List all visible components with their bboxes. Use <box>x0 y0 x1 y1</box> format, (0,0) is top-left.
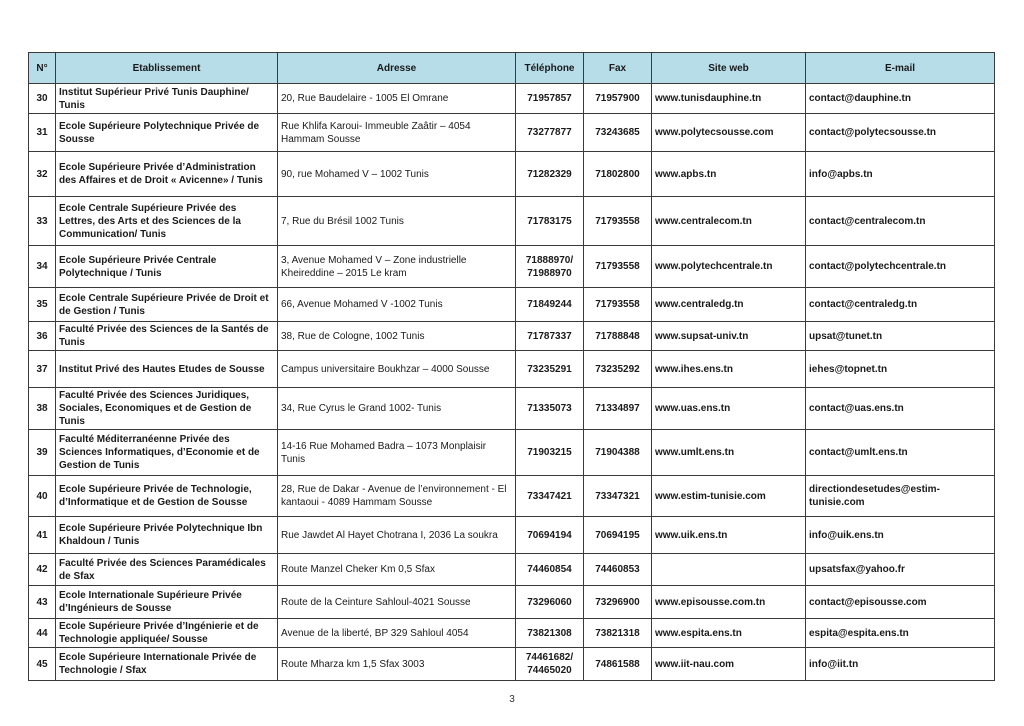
cell-fax: 74460853 <box>584 554 652 586</box>
cell-website[interactable]: www.iit-nau.com <box>652 648 806 681</box>
table-row <box>29 517 995 554</box>
cell-name: Faculté Privée des Sciences de la Santés de Tunis <box>56 322 278 351</box>
header-email: E-mail <box>806 53 995 84</box>
cell-num: 38 <box>29 388 56 430</box>
cell-name: Faculté Privée des Sciences Paramédicales de Sfax <box>56 554 278 586</box>
cell-fax: 73296900 <box>584 586 652 619</box>
cell-num: 30 <box>29 84 56 114</box>
table-row <box>29 586 995 619</box>
cell-phone: 73821308 <box>516 619 584 648</box>
cell-website[interactable]: www.episousse.com.tn <box>652 586 806 619</box>
cell-email[interactable]: directiondesetudes@estim-tunisie.com <box>806 476 995 517</box>
cell-website[interactable]: www.centraledg.tn <box>652 288 806 322</box>
cell-phone: 73277877 <box>516 114 584 152</box>
cell-name: Ecole Internationale Supérieure Privée d’Ingénieurs de Sousse <box>56 586 278 619</box>
cell-phone: 71849244 <box>516 288 584 322</box>
cell-name: Ecole Centrale Supérieure Privée de Droit et de Gestion / Tunis <box>56 288 278 322</box>
cell-email[interactable]: contact@centralecom.tn <box>806 197 995 246</box>
cell-fax: 73235292 <box>584 351 652 388</box>
cell-fax: 71334897 <box>584 388 652 430</box>
cell-email[interactable]: upsatsfax@yahoo.fr <box>806 554 995 586</box>
cell-email[interactable]: espita@espita.ens.tn <box>806 619 995 648</box>
header-fax: Fax <box>584 53 652 84</box>
cell-num: 45 <box>29 648 56 681</box>
cell-address: Rue Khlifa Karoui- Immeuble Zaâtir – 4054 Hammam Sousse <box>278 114 516 152</box>
cell-name: Ecole Supérieure Privée d’Administration des Affaires et de Droit « Avicenne» / Tunis <box>56 152 278 197</box>
cell-email[interactable]: upsat@tunet.tn <box>806 322 995 351</box>
cell-num: 31 <box>29 114 56 152</box>
cell-email[interactable]: iehes@topnet.tn <box>806 351 995 388</box>
header-phone: Téléphone <box>516 53 584 84</box>
cell-website[interactable]: www.umlt.ens.tn <box>652 430 806 476</box>
cell-num: 42 <box>29 554 56 586</box>
cell-num: 44 <box>29 619 56 648</box>
cell-name: Ecole Supérieure Privée d’Ingénierie et de Technologie appliquée/ Sousse <box>56 619 278 648</box>
cell-name: Ecole Supérieure Privée de Technologie, d’Informatique et de Gestion de Sousse <box>56 476 278 517</box>
table-header-row <box>29 53 995 84</box>
table-row <box>29 430 995 476</box>
cell-email[interactable]: contact@dauphine.tn <box>806 84 995 114</box>
cell-website[interactable]: www.supsat-univ.tn <box>652 322 806 351</box>
cell-num: 39 <box>29 430 56 476</box>
cell-website[interactable]: www.uas.ens.tn <box>652 388 806 430</box>
table-row <box>29 322 995 351</box>
cell-address: 66, Avenue Mohamed V -1002 Tunis <box>278 288 516 322</box>
table-row <box>29 351 995 388</box>
page-number: 3 <box>509 694 515 705</box>
cell-address: 28, Rue de Dakar - Avenue de l’environnement - El kantaoui - 4089 Hammam Sousse <box>278 476 516 517</box>
cell-fax: 71788848 <box>584 322 652 351</box>
cell-num: 41 <box>29 517 56 554</box>
cell-phone: 71282329 <box>516 152 584 197</box>
institutions-table <box>28 52 995 681</box>
cell-fax: 74861588 <box>584 648 652 681</box>
table-row <box>29 84 995 114</box>
table-row <box>29 197 995 246</box>
cell-name: Ecole Supérieure Polytechnique Privée de Sousse <box>56 114 278 152</box>
cell-fax: 71793558 <box>584 288 652 322</box>
cell-fax: 71904388 <box>584 430 652 476</box>
cell-num: 37 <box>29 351 56 388</box>
cell-email[interactable]: info@apbs.tn <box>806 152 995 197</box>
cell-email[interactable]: contact@uas.ens.tn <box>806 388 995 430</box>
cell-fax: 73243685 <box>584 114 652 152</box>
cell-name: Faculté Privée des Sciences Juridiques, Sociales, Economiques et de Gestion de Tunis <box>56 388 278 430</box>
cell-num: 33 <box>29 197 56 246</box>
cell-phone: 73296060 <box>516 586 584 619</box>
table-row <box>29 388 995 430</box>
table-row <box>29 114 995 152</box>
cell-phone: 74460854 <box>516 554 584 586</box>
cell-phone: 71335073 <box>516 388 584 430</box>
cell-phone: 71888970/ 71988970 <box>516 246 584 288</box>
cell-address: 90, rue Mohamed V – 1002 Tunis <box>278 152 516 197</box>
cell-email[interactable]: contact@polytechcentrale.tn <box>806 246 995 288</box>
cell-num: 32 <box>29 152 56 197</box>
table-row <box>29 619 995 648</box>
cell-phone: 71957857 <box>516 84 584 114</box>
cell-fax: 71793558 <box>584 246 652 288</box>
cell-name: Institut Privé des Hautes Etudes de Sousse <box>56 351 278 388</box>
cell-website[interactable]: www.estim-tunisie.com <box>652 476 806 517</box>
cell-num: 40 <box>29 476 56 517</box>
cell-fax: 71957900 <box>584 84 652 114</box>
cell-name: Faculté Méditerranéenne Privée des Sciences Informatiques, d’Economie et de Gestion de Tunis <box>56 430 278 476</box>
cell-address: Route Mharza km 1,5 Sfax 3003 <box>278 648 516 681</box>
cell-address: 38, Rue de Cologne, 1002 Tunis <box>278 322 516 351</box>
cell-email[interactable]: contact@umlt.ens.tn <box>806 430 995 476</box>
header-website: Site web <box>652 53 806 84</box>
cell-num: 34 <box>29 246 56 288</box>
table-row <box>29 648 995 681</box>
cell-website[interactable]: www.polytechcentrale.tn <box>652 246 806 288</box>
cell-address: Campus universitaire Boukhzar – 4000 Sousse <box>278 351 516 388</box>
cell-address: 7, Rue du Brésil 1002 Tunis <box>278 197 516 246</box>
header-address: Adresse <box>278 53 516 84</box>
cell-address: Avenue de la liberté, BP 329 Sahloul 4054 <box>278 619 516 648</box>
cell-phone: 73235291 <box>516 351 584 388</box>
cell-website[interactable]: www.ihes.ens.tn <box>652 351 806 388</box>
table-row <box>29 152 995 197</box>
cell-num: 35 <box>29 288 56 322</box>
cell-phone: 71903215 <box>516 430 584 476</box>
cell-website[interactable]: www.espita.ens.tn <box>652 619 806 648</box>
table-row <box>29 554 995 586</box>
cell-phone: 73347421 <box>516 476 584 517</box>
table-row <box>29 288 995 322</box>
cell-phone: 70694194 <box>516 517 584 554</box>
cell-address: 3, Avenue Mohamed V – Zone industrielle Kheireddine – 2015 Le kram <box>278 246 516 288</box>
cell-fax: 73821318 <box>584 619 652 648</box>
cell-phone: 74461682/ 74465020 <box>516 648 584 681</box>
table-row <box>29 476 995 517</box>
cell-email[interactable]: info@uik.ens.tn <box>806 517 995 554</box>
cell-name: Ecole Supérieure Internationale Privée de Technologie / Sfax <box>56 648 278 681</box>
cell-email[interactable]: contact@centraledg.tn <box>806 288 995 322</box>
cell-fax: 70694195 <box>584 517 652 554</box>
cell-website[interactable]: www.tunisdauphine.tn <box>652 84 806 114</box>
cell-fax: 71802800 <box>584 152 652 197</box>
cell-address: Route de la Ceinture Sahloul-4021 Sousse <box>278 586 516 619</box>
header-name: Etablissement <box>56 53 278 84</box>
cell-name: Institut Supérieur Privé Tunis Dauphine/ Tunis <box>56 84 278 114</box>
header-num: N° <box>29 53 56 84</box>
cell-name: Ecole Centrale Supérieure Privée des Lettres, des Arts et des Sciences de la Communication/ Tunis <box>56 197 278 246</box>
cell-website[interactable]: www.centralecom.tn <box>652 197 806 246</box>
cell-website[interactable]: www.apbs.tn <box>652 152 806 197</box>
cell-email[interactable]: contact@polytecsousse.tn <box>806 114 995 152</box>
cell-name: Ecole Supérieure Privée Polytechnique Ibn Khaldoun / Tunis <box>56 517 278 554</box>
cell-num: 43 <box>29 586 56 619</box>
cell-website[interactable]: www.uik.ens.tn <box>652 517 806 554</box>
cell-address: Rue Jawdet Al Hayet Chotrana I, 2036 La soukra <box>278 517 516 554</box>
cell-name: Ecole Supérieure Privée Centrale Polytechnique / Tunis <box>56 246 278 288</box>
cell-address: Route Manzel Cheker Km 0,5 Sfax <box>278 554 516 586</box>
cell-fax: 73347321 <box>584 476 652 517</box>
table-row <box>29 246 995 288</box>
cell-email[interactable]: contact@episousse.com <box>806 586 995 619</box>
cell-address: 20, Rue Baudelaire - 1005 El Omrane <box>278 84 516 114</box>
cell-phone: 71787337 <box>516 322 584 351</box>
cell-website <box>652 554 806 586</box>
cell-num: 36 <box>29 322 56 351</box>
cell-phone: 71783175 <box>516 197 584 246</box>
cell-fax: 71793558 <box>584 197 652 246</box>
cell-email[interactable]: info@iit.tn <box>806 648 995 681</box>
cell-website[interactable]: www.polytecsousse.com <box>652 114 806 152</box>
cell-address: 14-16 Rue Mohamed Badra – 1073 Monplaisir Tunis <box>278 430 516 476</box>
cell-address: 34, Rue Cyrus le Grand 1002- Tunis <box>278 388 516 430</box>
